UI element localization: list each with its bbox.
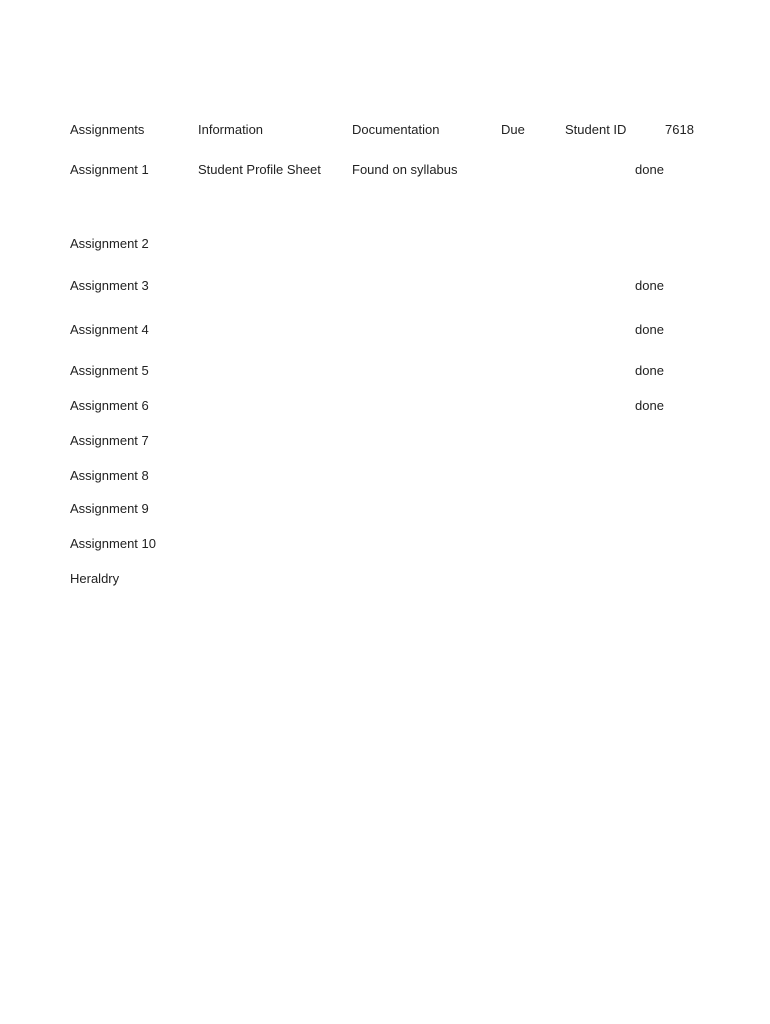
header-assignments: Assignments	[70, 122, 145, 137]
assignment-name: Assignment 6	[70, 398, 149, 413]
assignment-status: done	[635, 322, 664, 337]
header-documentation: Documentation	[352, 122, 440, 137]
assignment-status: done	[635, 398, 664, 413]
assignment-name: Assignment 10	[70, 536, 156, 551]
assignment-name: Assignment 5	[70, 363, 149, 378]
assignment-name: Assignment 1	[70, 162, 149, 177]
header-student-id-label: Student ID	[565, 122, 627, 137]
assignment-name: Assignment 8	[70, 468, 149, 483]
assignment-information: Student Profile Sheet	[198, 162, 321, 177]
assignment-name: Heraldry	[70, 571, 120, 586]
assignment-status: done	[635, 278, 664, 293]
assignment-documentation: Found on syllabus	[352, 162, 458, 177]
assignment-name: Assignment 9	[70, 501, 149, 516]
header-student-id-value: 7618	[665, 122, 694, 137]
assignment-name: Assignment 2	[70, 236, 149, 251]
assignment-status: done	[635, 363, 664, 378]
header-information: Information	[198, 122, 264, 137]
assignment-status: done	[635, 162, 664, 177]
header-due: Due	[501, 122, 525, 137]
assignment-name: Assignment 7	[70, 433, 149, 448]
assignment-name: Assignment 4	[70, 322, 149, 337]
assignment-name: Assignment 3	[70, 278, 149, 293]
